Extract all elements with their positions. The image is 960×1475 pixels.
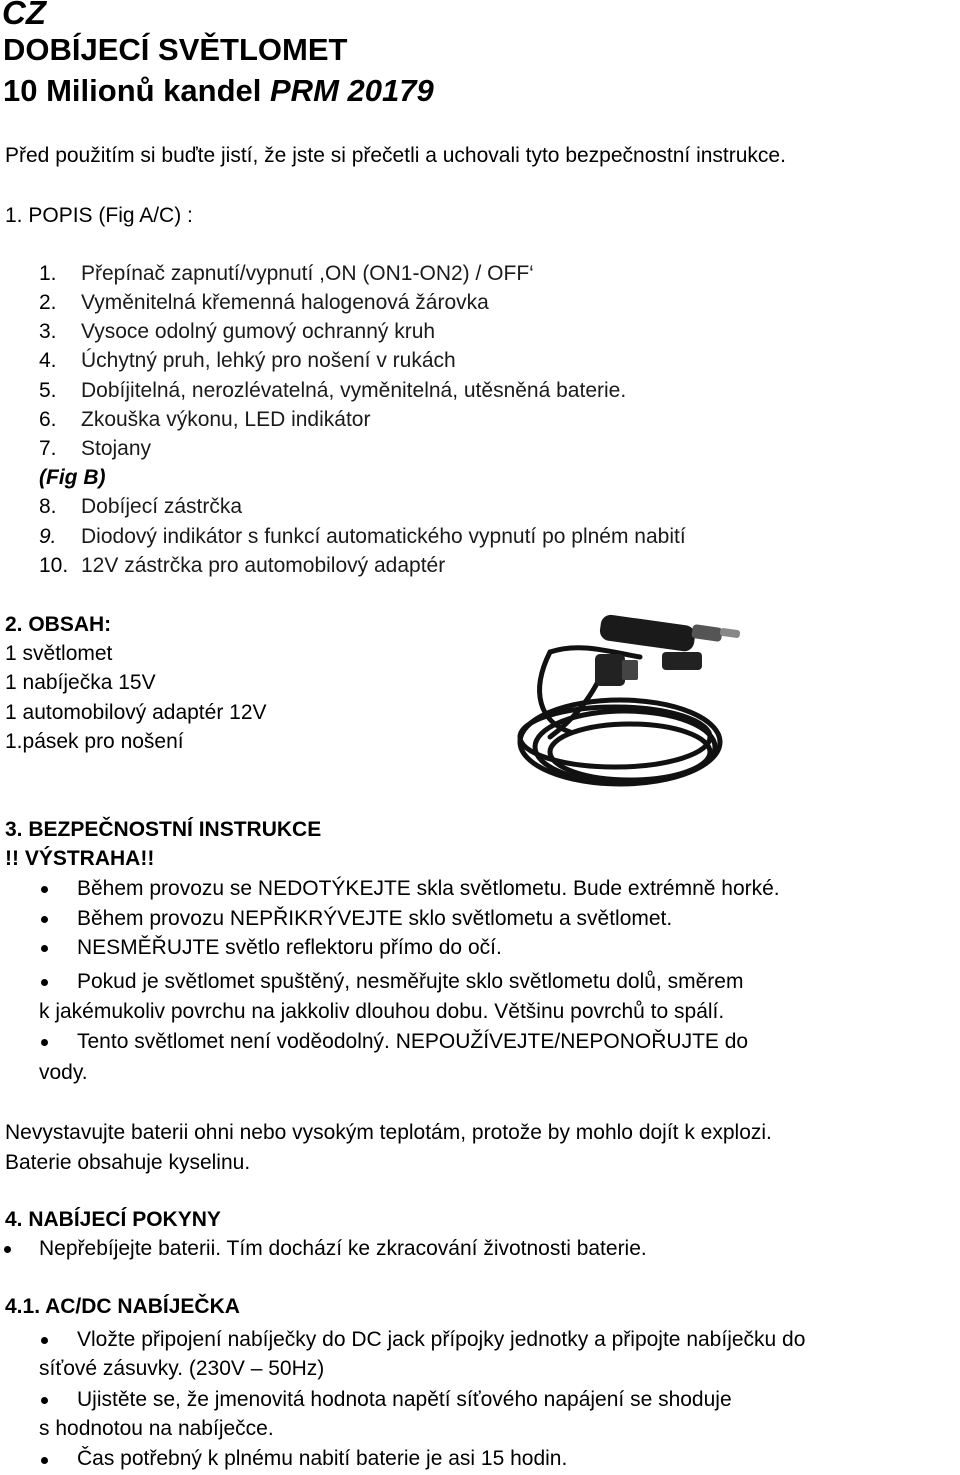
list-item: Přepínač zapnutí/vypnutí ,ON (ON1-ON2) / OFF‘ (81, 262, 534, 285)
section-heading-charging: 4. NABÍJECÍ POKYNY (5, 1208, 221, 1231)
battery-warning: Nevystavujte baterii ohni nebo vysokým teplotám, protože by mohlo dojít k explozi. (5, 1121, 772, 1144)
list-item: Úchytný pruh, lehký pro nošení v rukách (81, 349, 456, 372)
charger-bullet: Ujistěte se, že jmenovitá hodnota napětí síťového napájení se shoduje (77, 1388, 732, 1411)
charger-bullet-cont: s hodnotou na nabíječce. (39, 1417, 274, 1440)
contents-item: 1.pásek pro nošení (5, 730, 184, 753)
charger-bullet-cont: síťové zásuvky. (230V – 50Hz) (39, 1357, 325, 1380)
list-item: 12V zástrčka pro automobilový adaptér (81, 554, 446, 577)
list-number: 2. (39, 291, 57, 314)
charger-bullet: Vložte připojení nabíječky do DC jack přípojky jednotky a připojte nabíječku do (77, 1328, 806, 1351)
bullet-icon (41, 945, 48, 952)
section-heading-obsah: 2. OBSAH: (5, 613, 112, 636)
bullet-icon (41, 916, 48, 923)
list-number: 10. (39, 554, 69, 577)
bullet-icon (41, 886, 48, 893)
bullet-icon (41, 979, 48, 986)
list-number: 9. (39, 525, 57, 548)
fig-b-label: (Fig B) (39, 466, 106, 489)
list-item: Diodový indikátor s funkcí automatického vypnutí po plném nabití (81, 525, 686, 548)
bullet-icon (41, 1457, 48, 1464)
safety-bullet: Pokud je světlomet spuštěný, nesměřujte sklo světlometu dolů, směrem (77, 970, 744, 993)
list-item: Stojany (81, 437, 152, 460)
list-item: Zkouška výkonu, LED indikátor (81, 408, 371, 431)
contents-item: 1 světlomet (5, 642, 113, 665)
bullet-icon (41, 1397, 48, 1404)
list-number: 5. (39, 379, 57, 402)
list-number: 6. (39, 408, 57, 431)
language-code: CZ (2, 0, 46, 31)
contents-item: 1 nabíječka 15V (5, 671, 156, 694)
list-number: 4. (39, 349, 57, 372)
safety-bullet-cont: vody. (39, 1061, 88, 1084)
section-heading-acdc: 4.1. AC/DC NABÍJEČKA (5, 1295, 240, 1318)
product-title: DOBÍJECÍ SVĚTLOMET (3, 32, 348, 67)
battery-warning: Baterie obsahuje kyselinu. (5, 1151, 251, 1174)
bullet-icon (4, 1246, 11, 1253)
section-heading-safety: 3. BEZPEČNOSTNÍ INSTRUKCE (5, 818, 322, 841)
list-number: 8. (39, 495, 57, 518)
warning-label: !! VÝSTRAHA!! (5, 847, 155, 870)
list-number: 7. (39, 437, 57, 460)
model-number: PRM 20179 (270, 73, 434, 108)
contents-item: 1 automobilový adaptér 12V (5, 701, 267, 724)
charging-bullet: Nepřebíjejte baterii. Tím dochází ke zkracování životnosti baterie. (39, 1237, 647, 1260)
product-subtitle (3, 73, 434, 109)
candela-rating: 10 Milionů kandel (3, 73, 270, 108)
safety-bullet: Během provozu se NEDOTÝKEJTE skla světlometu. Bude extrémně horké. (77, 877, 780, 900)
section-heading-popis: 1. POPIS (Fig A/C) : (5, 204, 193, 227)
safety-bullet: Během provozu NEPŘIKRÝVEJTE sklo světlometu a světlomet. (77, 907, 673, 930)
bullet-icon (41, 1039, 48, 1046)
list-item: Vysoce odolný gumový ochranný kruh (81, 320, 436, 343)
safety-bullet: NESMĚŘUJTE světlo reflektoru přímo do očí. (77, 936, 502, 959)
list-item: Dobíjecí zástrčka (81, 495, 243, 518)
list-item: Dobíjitelná, nerozlévatelná, vyměnitelná, utěsněná baterie. (81, 379, 627, 402)
car-adapter-cable-image (510, 612, 760, 797)
safety-bullet: Tento světlomet není voděodolný. NEPOUŽÍVEJTE/NEPONOŘUJTE do (77, 1030, 749, 1053)
list-number: 3. (39, 320, 57, 343)
charger-bullet: Čas potřebný k plnému nabití baterie je asi 15 hodin. (77, 1447, 568, 1470)
list-number: 1. (39, 262, 57, 285)
bullet-icon (41, 1337, 48, 1344)
intro-text: Před použitím si buďte jistí, že jste si přečetli a uchovali tyto bezpečnostní instrukce. (5, 144, 786, 167)
list-item: Vyměnitelná křemenná halogenová žárovka (81, 291, 489, 314)
safety-bullet-cont: k jakémukoliv povrchu na jakkoliv dlouhou dobu. Většinu povrchů to spálí. (39, 1000, 725, 1023)
